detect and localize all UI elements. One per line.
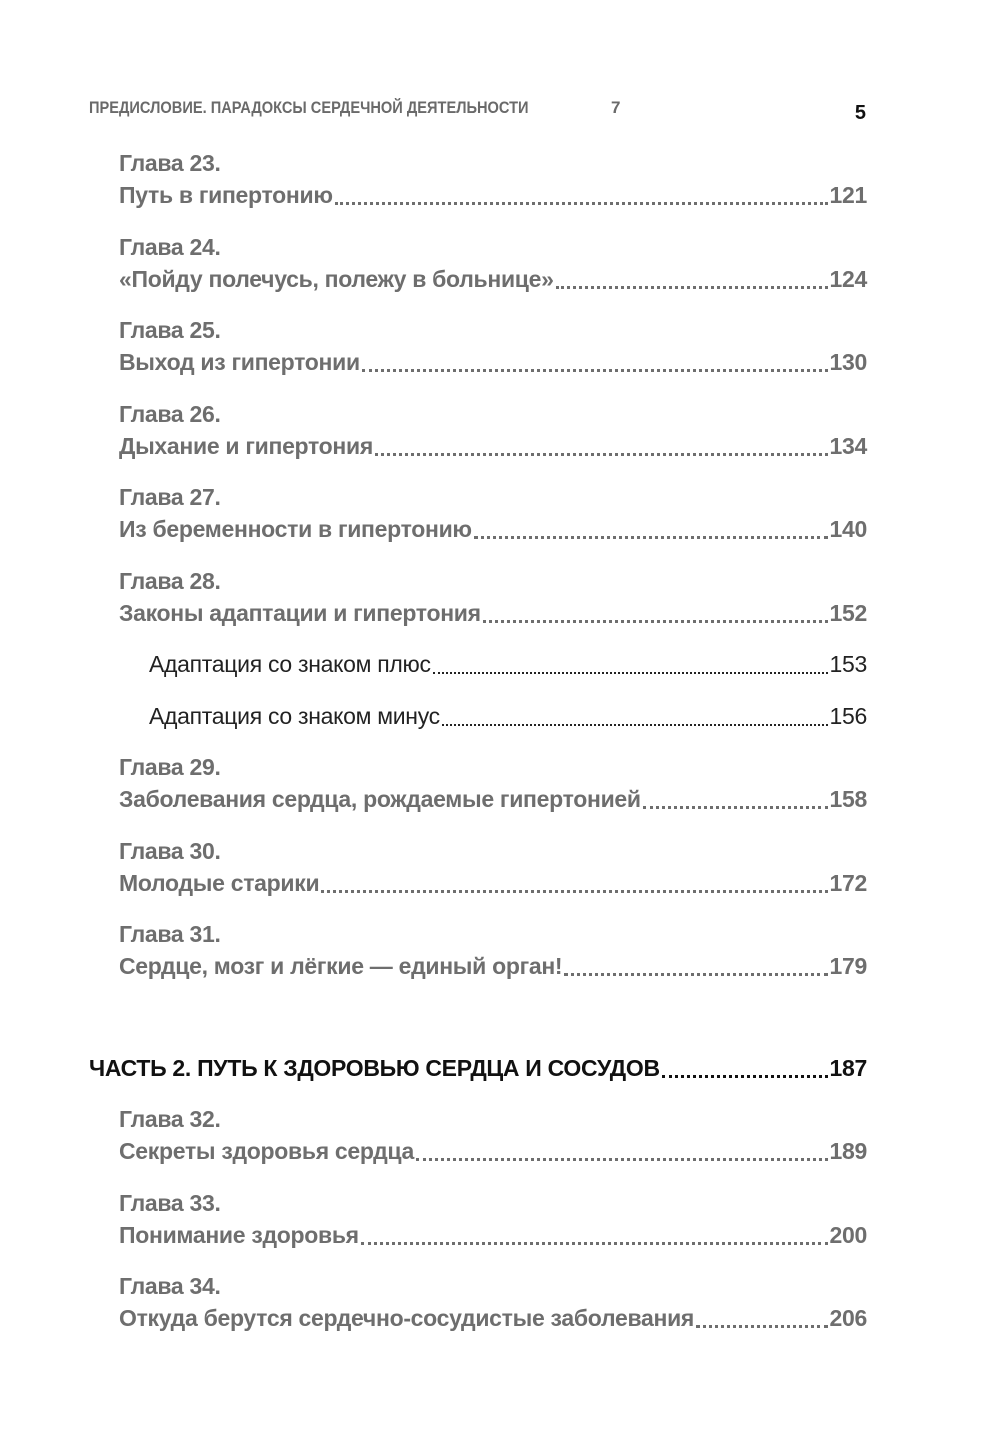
toc-entry[interactable] [119,786,867,816]
toc-entry-title: Откуда берутся сердечно-сосудистые заболевания [119,1305,695,1331]
toc-entry-page: 153 [829,651,867,677]
dot-leader [335,202,828,205]
chapter-label: Глава 34. [119,1273,221,1299]
dot-leader [375,453,828,456]
toc-entry[interactable] [119,349,867,379]
toc-entry-page: 124 [829,266,867,292]
chapter-label: Глава 31. [119,921,221,947]
toc-entry-page: 121 [829,182,867,208]
chapter-label: Глава 32. [119,1106,221,1132]
chapter-label: Глава 27. [119,484,221,510]
chapter-label: Глава 28. [119,568,221,594]
dot-leader [361,1242,828,1245]
dot-leader [433,672,828,674]
toc-entry-page: 187 [829,1055,867,1081]
toc-entry[interactable] [119,433,867,463]
toc-entry-title: Законы адаптации и гипертония [119,600,481,626]
toc-entry[interactable] [119,1138,867,1168]
toc-entry-page: 140 [829,516,867,542]
toc-subentry[interactable] [149,651,867,681]
running-header-title: ПРЕДИСЛОВИЕ. ПАРАДОКСЫ СЕРДЕЧНОЙ ДЕЯТЕЛЬНОСТИ [89,98,529,117]
dot-leader [442,724,828,726]
dot-leader [362,369,828,372]
toc-entry-page: 152 [829,600,867,626]
toc-entry-title: Путь в гипертонию [119,182,333,208]
toc-subentry-title: Адаптация со знаком минус [149,703,440,729]
dot-leader [662,1075,828,1078]
toc-entry-page: 172 [829,870,867,896]
toc-subentry-title: Адаптация со знаком плюс [149,651,431,677]
toc-entry-page: 130 [829,349,867,375]
toc-entry-page: 200 [829,1222,867,1248]
toc-entry[interactable] [119,600,867,630]
toc-entry[interactable] [119,516,867,546]
toc-entry-title: «Пойду полечусь, полежу в больнице» [119,266,554,292]
toc-entry-page: 179 [829,953,867,979]
toc-entry-title: Из беременности в гипертонию [119,516,472,542]
toc-entry-page: 134 [829,433,867,459]
dot-leader [321,890,827,893]
dot-leader [416,1158,828,1161]
toc-entry-page: 158 [829,786,867,812]
dot-leader [556,286,828,289]
toc-subentry[interactable] [149,703,867,733]
toc-entry-page: 156 [829,703,867,729]
dot-leader [474,536,828,539]
toc-part-entry[interactable] [89,1055,867,1085]
toc-entry[interactable] [119,182,867,212]
toc-entry[interactable] [119,1305,867,1335]
dot-leader [643,806,828,809]
dot-leader [564,973,827,976]
running-header-number: 7 [611,98,621,117]
chapter-label: Глава 23. [119,150,221,176]
chapter-label: Глава 25. [119,317,221,343]
chapter-label: Глава 26. [119,401,221,427]
toc-entry[interactable] [119,1222,867,1252]
toc-entry-title: Сердце, мозг и лёгкие — единый орган! [119,953,563,979]
chapter-label: Глава 30. [119,838,221,864]
chapter-label: Глава 33. [119,1190,221,1216]
toc-entry-title: Выход из гипертонии [119,349,360,375]
page-number: 5 [854,102,866,124]
chapter-label: Глава 24. [119,234,221,260]
toc-entry-title: Молодые старики [119,870,320,896]
dot-leader [696,1325,827,1328]
toc-entry-title: Дыхание и гипертония [119,433,373,459]
toc-entry-page: 206 [829,1305,867,1331]
toc-entry-title: Понимание здоровья [119,1222,359,1248]
toc-entry[interactable] [119,953,867,983]
toc-entry-page: 189 [829,1138,867,1164]
toc-entry[interactable] [119,266,867,296]
dot-leader [483,620,828,623]
toc-part-title: ЧАСТЬ 2. ПУТЬ К ЗДОРОВЬЮ СЕРДЦА И СОСУДОВ [89,1055,660,1081]
toc-entry[interactable] [119,870,867,900]
chapter-label: Глава 29. [119,754,221,780]
toc-entry-title: Заболевания сердца, рождаемые гипертонией [119,786,641,812]
toc-entry-title: Секреты здоровья сердца [119,1138,414,1164]
